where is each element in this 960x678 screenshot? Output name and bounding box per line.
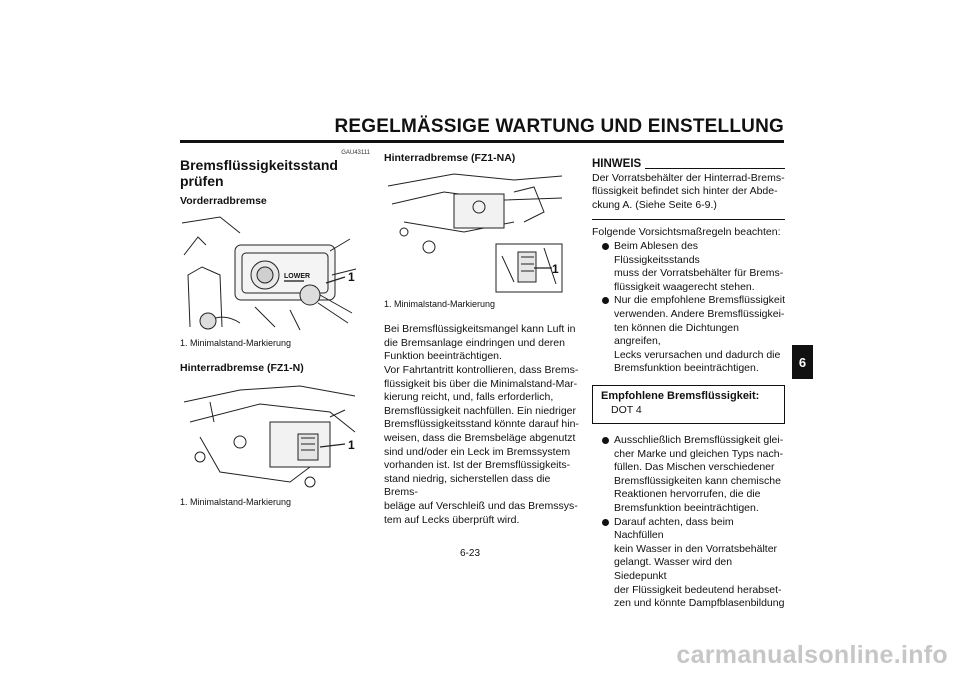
- text-line: Funktion beeinträchtigen.: [384, 350, 502, 363]
- text-line: verwenden. Andere Bremsflüssigkei-: [614, 307, 785, 320]
- page-number: 6-23: [460, 548, 481, 559]
- text-line: kein Wasser in den Vorratsbehälter: [614, 542, 778, 555]
- lower-mark-label: LOWER: [284, 272, 311, 280]
- column-right: [592, 150, 785, 611]
- divider: [592, 219, 785, 220]
- callout-1: 1: [348, 269, 355, 284]
- text-line: stand niedrig, sicherstellen dass die Brems-: [384, 472, 551, 499]
- text-line: Lecks verursachen und dadurch die: [614, 348, 781, 361]
- text-line: Ausschließlich Bremsflüssigkeit glei-: [614, 434, 784, 447]
- list-item: [592, 516, 785, 611]
- rear-brake-n-heading: Hinterradbremse (FZ1-N): [180, 362, 304, 375]
- text-line: füllen. Das Mischen verschiedener: [614, 461, 775, 474]
- text-line: gelangt. Wasser wird den Siedepunkt: [614, 556, 733, 583]
- precautions-list-continued: [592, 434, 785, 611]
- column-left: [180, 150, 370, 521]
- text-line: Vor Fahrtantritt kontrollieren, dass Brems-: [384, 363, 579, 376]
- watermark: carmanualsonline.info: [676, 641, 948, 669]
- text-line: Bremsfunktion beeinträchtigen.: [614, 362, 759, 375]
- text-line: sind und/oder ein Leck im Bremssystem: [384, 445, 571, 458]
- text-line: kierung reicht, und, falls erforderlich,: [384, 391, 554, 404]
- text-line: weisen, dass die Bremsbeläge abgenutzt: [384, 431, 576, 444]
- text-line: Bremsfunktion beeinträchtigen.: [614, 502, 759, 515]
- recommended-fluid-value: DOT 4: [611, 403, 642, 416]
- hinweis-label: HINWEIS: [592, 158, 642, 170]
- recommended-fluid-label: Empfohlene Bremsflüssigkeit:: [601, 389, 760, 402]
- recommended-fluid-box: [592, 385, 785, 424]
- text-line: beläge auf Verschleiß und das Bremssys-: [384, 499, 578, 512]
- text-line: Der Vorratsbehälter der Hinterrad-Brems-: [592, 171, 785, 184]
- hinweis-header: [592, 158, 785, 172]
- callout-1: 1: [552, 261, 559, 276]
- text-line: tem auf Lecks überprüft wird.: [384, 513, 520, 526]
- text-line: vorhanden ist. Ist der Bremsflüssigkeits-: [384, 459, 571, 472]
- front-brake-reservoir-illustration: [180, 215, 358, 333]
- figure-caption: 1. Minimalstand-Markierung: [180, 337, 292, 348]
- section-title: Bremsflüssigkeitsstand prüfen: [180, 157, 338, 189]
- text-line: muss der Vorratsbehälter für Brems-: [614, 267, 784, 280]
- text-line: der Flüssigkeit bedeutend herabset-: [614, 583, 782, 596]
- text-line: Beim Ablesen des Flüssigkeitsstands: [614, 239, 700, 266]
- chapter-tab: 6: [792, 345, 813, 379]
- hinweis-rule: [645, 168, 785, 169]
- body-text: [384, 323, 579, 527]
- list-item: [592, 240, 785, 294]
- text-line: ckung A. (Siehe Seite 6-9.): [592, 198, 717, 211]
- rear-brake-na-heading: Hinterradbremse (FZ1-NA): [384, 152, 516, 164]
- precautions-list: [592, 240, 785, 376]
- text-line: Reaktionen hervorrufen, die die: [614, 488, 761, 501]
- front-brake-heading: Vorderradbremse: [180, 195, 267, 207]
- text-line: Bei Bremsflüssigkeitsmangel kann Luft in: [384, 323, 576, 336]
- figure-caption: 1. Minimalstand-Markierung: [384, 298, 496, 309]
- section-code: GAU43111: [341, 150, 370, 156]
- page-header-title: REGELMÄSSIGE WARTUNG UND EINSTELLUNG: [334, 116, 784, 137]
- text-line: zen und könnte Dampfblasenbildung: [614, 597, 785, 610]
- callout-1: 1: [348, 437, 355, 452]
- text-line: Bremsflüssigkeit nachfüllen. Ein niedriger: [384, 404, 577, 417]
- text-line: cher Marke und gleichen Typs nach-: [614, 447, 784, 460]
- text-line: Darauf achten, dass beim Nachfüllen: [614, 515, 734, 542]
- figure-caption: 1. Minimalstand-Markierung: [180, 496, 292, 507]
- text-line: Bremsflüssigkeitsstand könnte darauf hin-: [384, 418, 579, 431]
- text-line: flüssigkeit waagerecht stehen.: [614, 280, 755, 293]
- list-item: [592, 434, 785, 516]
- text-line: flüssigkeit befindet sich hinter der Abde-: [592, 185, 778, 198]
- text-line: ten können die Dichtungen angreifen,: [614, 321, 739, 348]
- column-middle: [384, 150, 579, 527]
- text-line: Bremsflüssigkeiten kann chemische: [614, 474, 781, 487]
- list-item: [592, 294, 785, 376]
- text-line: Nur die empfohlene Bremsflüssigkeit: [614, 294, 785, 307]
- text-line: die Bremsanlage eindringen und deren: [384, 336, 565, 349]
- text-line: flüssigkeit bis über die Minimalstand-Mar-: [384, 377, 578, 390]
- hinweis-text: [592, 172, 785, 213]
- header-rule: [180, 140, 784, 143]
- rear-brake-na-illustration: [384, 172, 564, 294]
- precautions-intro: Folgende Vorsichtsmaßregeln beachten:: [592, 226, 781, 239]
- rear-brake-n-illustration: [180, 382, 358, 492]
